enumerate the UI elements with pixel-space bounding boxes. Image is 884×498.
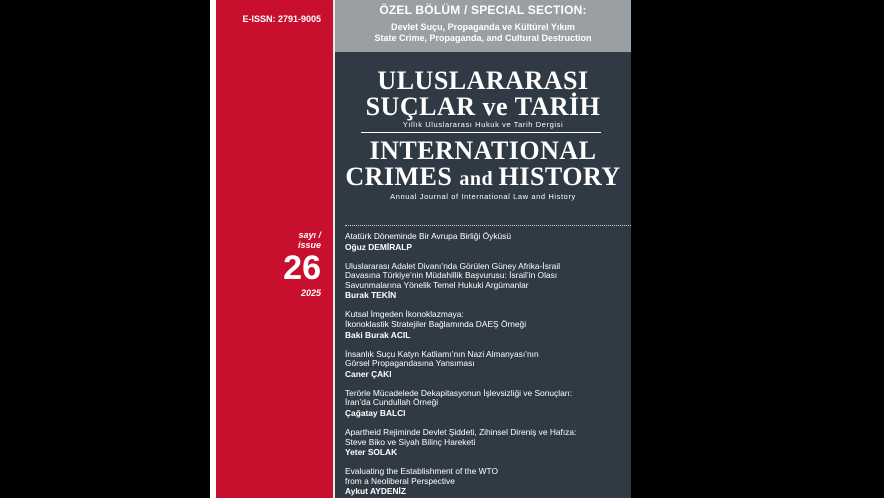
cover-main — [335, 52, 631, 498]
article-author: Aykut AYDENİZ — [345, 486, 406, 497]
special-section-subtitle-tr: Devlet Suçu, Propaganda ve Kültürel Yıkım — [391, 22, 575, 32]
issn: E-ISSN: 2791-9005 — [242, 14, 321, 24]
special-section-subtitle-en: State Crime, Propaganda, and Cultural Destruction — [374, 33, 592, 43]
article-item — [345, 310, 625, 339]
article-title: Uluslararası Adalet Divanı’nda Görülen Güney Afrika-İsrail Davasına Türkiye’nin Müdahillik Başvurusu: İsrail’in Olası Savunmalarına Yönelik Temel Hukuki Argümanlar — [345, 260, 561, 290]
journal-title-line4 — [335, 162, 631, 192]
issue-number: 26 — [283, 249, 321, 287]
red-side-panel — [216, 0, 333, 498]
issue-year: 2025 — [300, 288, 321, 298]
journal-cover — [210, 0, 631, 498]
special-section-banner — [335, 0, 631, 52]
article-title: Evaluating the Establishment of the WTO from a Neoliberal Perspective — [345, 466, 498, 486]
special-section-title: ÖZEL BÖLÜM / SPECIAL SECTION: — [379, 3, 587, 17]
table-of-contents — [345, 232, 625, 498]
article-author: Caner ÇAKI — [345, 368, 392, 379]
article-item — [345, 232, 625, 252]
article-item — [345, 389, 625, 418]
article-title: Terörle Mücadelede Dekapitasyonun İşlevsizliği ve Sonuçları: İran’da Cundullah Örneği — [345, 387, 573, 408]
article-author: Çağatay BALCI — [345, 407, 406, 418]
article-title: Atatürk Döneminde Bir Avrupa Birliği Öyküsü — [345, 231, 512, 241]
article-title: İnsanlık Suçu Katyn Katliamı’nın Nazi Almanyası’nın Görsel Propagandasına Yansıması — [345, 348, 539, 369]
article-item — [345, 467, 625, 496]
journal-subtitle-tr: Yıllık Uluslararası Hukuk ve Tarih Dergisi — [402, 120, 564, 129]
article-title: Apartheid Rejiminde Devlet Şiddeti, Zihinsel Direniş ve Hafıza: Steve Biko ve Siyah Bilinç Hareketi — [345, 426, 577, 447]
title-rule — [361, 132, 601, 133]
article-author: Burak TEKİN — [345, 290, 397, 301]
article-item — [345, 428, 625, 457]
article-item — [345, 350, 625, 379]
journal-title-line3: INTERNATIONAL — [369, 136, 597, 165]
article-title: Kutsal İmgeden İkonoklazmaya: İkonoklastik Stratejiler Bağlamında DAEŞ Örneği — [345, 309, 527, 329]
article-author: Oğuz DEMİRALP — [345, 241, 412, 252]
issue-label — [216, 230, 321, 250]
sayi-label: sayı / — [298, 230, 321, 240]
journal-title-line2b: TARİH — [514, 92, 601, 121]
article-item — [345, 262, 625, 301]
dotted-separator — [345, 225, 631, 226]
article-author: Yeter SOLAK — [345, 447, 398, 458]
journal-subtitle-en: Annual Journal of International Law and History — [390, 192, 576, 201]
journal-title-line2a: SUÇLAR ve — [365, 92, 515, 121]
journal-title-line1: ULUSLARARASI — [377, 66, 589, 95]
journal-title-line4b: and — [459, 168, 499, 190]
issue-word: issue — [297, 240, 321, 250]
journal-title-line4c: HISTORY — [498, 162, 621, 191]
journal-title-line4a: CRIMES — [345, 162, 460, 191]
journal-title-line2 — [335, 92, 631, 122]
article-author: Baki Burak ACIL — [345, 329, 411, 340]
